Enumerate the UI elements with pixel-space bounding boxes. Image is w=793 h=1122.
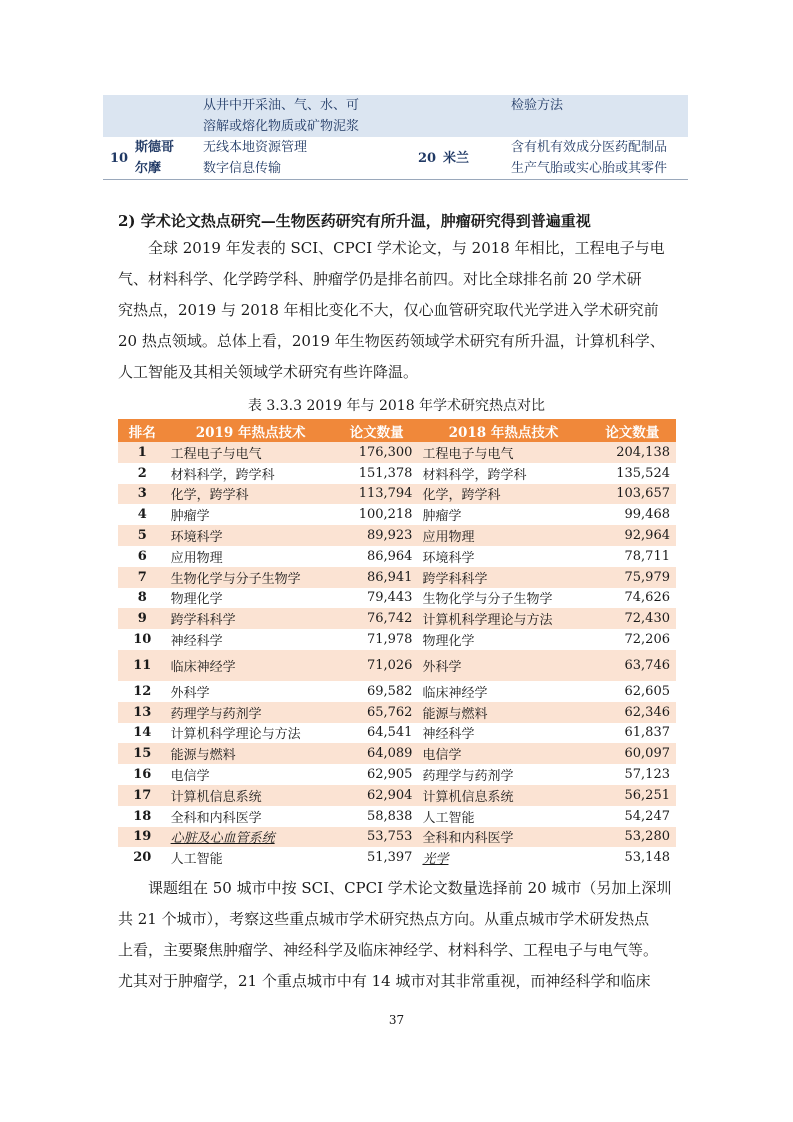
city-cell: 斯德哥 尔摩 — [135, 140, 175, 176]
tech-2018-cell: 药理学与药剂学 — [418, 764, 588, 785]
table-row — [103, 137, 688, 180]
table-row — [118, 588, 676, 609]
count-2019-cell: 62,904 — [335, 785, 419, 806]
rank-cell: 18 — [118, 806, 167, 827]
count-2019-cell: 53,753 — [335, 827, 419, 848]
count-2018-cell: 62,605 — [588, 681, 676, 702]
tech-2019-cell: 计算机信息系统 — [167, 785, 335, 806]
tech-2019-cell: 计算机科学理论与方法 — [167, 723, 335, 744]
tech-2019-cell: 应用物理 — [167, 546, 335, 567]
header-tech-2018: 2018 年热点技术 — [418, 419, 588, 442]
count-2018-cell: 63,746 — [588, 650, 676, 681]
count-2018-cell: 103,657 — [588, 484, 676, 505]
tech-2018-cell: 临床神经学 — [418, 681, 588, 702]
body-paragraph: 课题组在 50 城市中按 SCI、CPCI 学术论文数量选择前 20 城市（另加上深圳 共 21 个城市），考察这些重点城市学术研究热点方向。从重点城市学术研发热点 上看，主要聚焦肿瘤学、神经科学及临床神经学、材料科学、工程电子与电气等。 尤其对于肿瘤学，21 个重点城市中有 14 城市对其非常重视，而神经科学和临床 — [118, 879, 672, 990]
left-tech-cell: 无线本地资源管理 数字信息传输 — [203, 140, 308, 176]
header-count-2019: 论文数量 — [335, 419, 419, 442]
tech-2018-cell: 人工智能 — [418, 806, 588, 827]
tech-2019-cell: 化学，跨学科 — [167, 484, 335, 505]
tech-2018-cell: 计算机科学理论与方法 — [418, 608, 588, 629]
count-2019-cell: 64,089 — [335, 743, 419, 764]
tech-2019-cell: 跨学科科学 — [167, 608, 335, 629]
count-2019-cell: 71,026 — [335, 650, 419, 681]
tech-2019-cell: 临床神经学 — [167, 650, 335, 681]
count-2018-cell: 135,524 — [588, 463, 676, 484]
left-tech-cell: 从井中开采油、气、水、可 溶解或熔化物质或矿物泥浆 — [199, 95, 411, 137]
right-tech-cell: 含有机有效成分医药配制品 生产气胎或实心胎或其零件 — [511, 140, 668, 176]
header-tech-2019: 2019 年热点技术 — [167, 419, 335, 442]
section-heading: 2) 学术论文热点研究—生物医药研究有所升温，肿瘤研究得到普遍重视 — [118, 212, 591, 230]
rank-cell: 14 — [118, 723, 167, 744]
count-2019-cell: 151,378 — [335, 463, 419, 484]
table-row — [118, 442, 676, 463]
rank-cell: 1 — [118, 442, 167, 463]
rank-cell: 20 — [118, 847, 167, 868]
rank-cell: 12 — [118, 681, 167, 702]
tech-2018-cell: 材料科学，跨学科 — [418, 463, 588, 484]
rank-cell: 4 — [118, 504, 167, 525]
rank-cell: 6 — [118, 546, 167, 567]
rank-cell: 3 — [118, 484, 167, 505]
rank-cell: 15 — [118, 743, 167, 764]
count-2019-cell: 89,923 — [335, 525, 419, 546]
rank-cell: 13 — [118, 702, 167, 723]
tech-2019-cell: 肿瘤学 — [167, 504, 335, 525]
table-header-row — [118, 419, 676, 442]
count-2018-cell: 204,138 — [588, 442, 676, 463]
count-2019-cell: 100,218 — [335, 504, 419, 525]
table-row — [118, 702, 676, 723]
count-2019-cell: 69,582 — [335, 681, 419, 702]
tech-2018-cell: 工程电子与电气 — [418, 442, 588, 463]
tech-2019-cell: 生物化学与分子生物学 — [167, 567, 335, 588]
table-row — [118, 484, 676, 505]
count-2019-cell: 64,541 — [335, 723, 419, 744]
tech-2018-cell: 能源与燃料 — [418, 702, 588, 723]
count-2018-cell: 72,430 — [588, 608, 676, 629]
city-cell: 米兰 — [443, 150, 470, 166]
hotspot-comparison-table — [118, 419, 676, 868]
header-count-2018: 论文数量 — [588, 419, 676, 442]
table-row — [118, 567, 676, 588]
rank-cell: 7 — [118, 567, 167, 588]
table-row — [118, 723, 676, 744]
count-2019-cell: 76,742 — [335, 608, 419, 629]
tech-2018-cell: 应用物理 — [418, 525, 588, 546]
table-row — [118, 827, 676, 848]
tech-2018-cell: 神经科学 — [418, 723, 588, 744]
rank-cell: 2 — [118, 463, 167, 484]
table-row — [118, 847, 676, 868]
count-2018-cell: 99,468 — [588, 504, 676, 525]
count-2019-cell: 71,978 — [335, 629, 419, 650]
tech-2018-cell: 肿瘤学 — [418, 504, 588, 525]
count-2018-cell: 60,097 — [588, 743, 676, 764]
tech-2019-cell: 药理学与药剂学 — [167, 702, 335, 723]
tech-2019-cell: 材料科学，跨学科 — [167, 463, 335, 484]
rank-cell: 20 — [417, 150, 437, 166]
header-rank: 排名 — [118, 419, 167, 442]
tech-2019-cell: 能源与燃料 — [167, 743, 335, 764]
table-row — [118, 463, 676, 484]
continuation-table — [103, 95, 688, 180]
tech-2019-cell: 物理化学 — [167, 588, 335, 609]
count-2018-cell: 72,206 — [588, 629, 676, 650]
count-2018-cell: 54,247 — [588, 806, 676, 827]
count-2019-cell: 62,905 — [335, 764, 419, 785]
table-row — [118, 785, 676, 806]
table-row — [103, 95, 688, 137]
tech-2019-cell: 人工智能 — [167, 847, 335, 868]
tech-2019-cell: 神经科学 — [167, 629, 335, 650]
rank-cell: 16 — [118, 764, 167, 785]
tech-2018-cell: 外科学 — [418, 650, 588, 681]
rank-cell: 10 — [109, 150, 129, 166]
count-2018-cell: 53,280 — [588, 827, 676, 848]
rank-cell: 10 — [118, 629, 167, 650]
rank-cell: 8 — [118, 588, 167, 609]
table-row — [118, 650, 676, 681]
count-2019-cell: 86,964 — [335, 546, 419, 567]
rank-cell: 11 — [118, 650, 167, 681]
count-2019-cell: 51,397 — [335, 847, 419, 868]
count-2019-cell: 113,794 — [335, 484, 419, 505]
rank-cell: 9 — [118, 608, 167, 629]
count-2018-cell: 57,123 — [588, 764, 676, 785]
body-paragraph: 全球 2019 年发表的 SCI、CPCI 学术论文，与 2018 年相比，工程电子与电 气、材料科学、化学跨学科、肿瘤学仍是排名前四。对比全球排名前 20 学术研 究热点，2019 与 2018 年相比变化不大，仅心血管研究取代光学进入学术研究前 20 热点领域。总体上看，2019 年生物医药领域学术研究有所升温，计算机科学、 人工智能及其相关领域学术研究有些许降温。 — [118, 239, 665, 381]
tech-2019-cell: 工程电子与电气 — [167, 442, 335, 463]
count-2019-cell: 79,443 — [335, 588, 419, 609]
count-2019-cell: 65,762 — [335, 702, 419, 723]
table-row — [118, 681, 676, 702]
tech-2018-cell: 电信学 — [418, 743, 588, 764]
count-2019-cell: 86,941 — [335, 567, 419, 588]
table-caption: 表 3.3.3 2019 年与 2018 年学术研究热点对比 — [247, 398, 546, 414]
tech-2018-cell: 光学 — [418, 847, 588, 868]
count-2018-cell: 75,979 — [588, 567, 676, 588]
tech-2019-cell: 外科学 — [167, 681, 335, 702]
tech-2019-cell: 心脏及心血管系统 — [167, 827, 335, 848]
table-row — [118, 525, 676, 546]
count-2018-cell: 53,148 — [588, 847, 676, 868]
tech-2018-cell: 物理化学 — [418, 629, 588, 650]
tech-2019-cell: 环境科学 — [167, 525, 335, 546]
tech-2018-cell: 全科和内科医学 — [418, 827, 588, 848]
count-2018-cell: 62,346 — [588, 702, 676, 723]
count-2018-cell: 78,711 — [588, 546, 676, 567]
tech-2019-cell: 电信学 — [167, 764, 335, 785]
tech-2018-cell: 计算机信息系统 — [418, 785, 588, 806]
table-row — [118, 629, 676, 650]
count-2018-cell: 61,837 — [588, 723, 676, 744]
tech-2018-cell: 生物化学与分子生物学 — [418, 588, 588, 609]
table-row — [118, 743, 676, 764]
page-number: 37 — [388, 1013, 405, 1027]
tech-2018-cell: 化学，跨学科 — [418, 484, 588, 505]
count-2018-cell: 74,626 — [588, 588, 676, 609]
table-row — [118, 764, 676, 785]
tech-2019-cell: 全科和内科医学 — [167, 806, 335, 827]
count-2019-cell: 176,300 — [335, 442, 419, 463]
right-tech-cell: 检验方法 — [507, 95, 688, 137]
rank-cell: 19 — [118, 827, 167, 848]
rank-cell: 5 — [118, 525, 167, 546]
rank-cell: 17 — [118, 785, 167, 806]
table-row — [118, 546, 676, 567]
table-row — [118, 608, 676, 629]
tech-2018-cell: 环境科学 — [418, 546, 588, 567]
table-row — [118, 504, 676, 525]
table-row — [118, 806, 676, 827]
count-2019-cell: 58,838 — [335, 806, 419, 827]
count-2018-cell: 56,251 — [588, 785, 676, 806]
tech-2018-cell: 跨学科科学 — [418, 567, 588, 588]
count-2018-cell: 92,964 — [588, 525, 676, 546]
